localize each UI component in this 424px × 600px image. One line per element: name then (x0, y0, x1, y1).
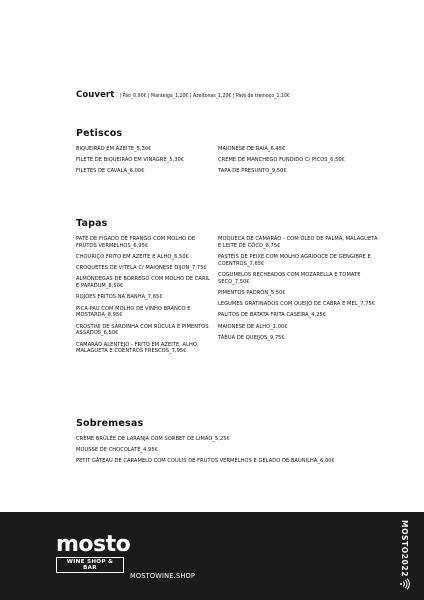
menu-item: MOQUECA DE CAMARÃO - COM ÓLEO DE PALMA, MALAGUETA E LEITE DE CÔCO_8,75€ (218, 236, 378, 249)
menu-item: PIMENTOS PADRÓN_5,50€ (218, 289, 286, 296)
menu-item: CHOURIÇO FRITO EM AZEITE E ALHO_6,50€ (76, 253, 189, 260)
logo-subtitle: WINE SHOP & BAR (56, 557, 124, 573)
mosto-logo (56, 532, 131, 573)
menu-item: CROQUETES DE VITELA C/ MAIONESE DIJON_7,75€ (76, 265, 207, 272)
menu-item: MAIONESE DE ALHO_1,00€ (218, 323, 288, 330)
nfc-icon (398, 578, 410, 590)
couvert-items: | Pão_0,90€ | Manteiga_1,20€ | Azeitonas_1,20€ | Paté de tremoço_1,10€ (119, 93, 290, 99)
petiscos-right-column (218, 146, 378, 180)
menu-item: MOUSSE DE CHOCOLATE_4,95€ (76, 447, 158, 454)
menu-item: FILETE DE BIQUEIRÃO EM VINAGRE_5,30€ (76, 157, 185, 164)
website-link[interactable]: MOSTOWINE.SHOP (130, 572, 196, 580)
sobremesas-title: Sobremesas (76, 418, 144, 429)
menu-item: PATÉ DE FÍGADO DE FRANGO COM MOLHO DE FRUTOS VERMELHOS_6,95€ (76, 236, 196, 249)
tapas-right-column (218, 236, 378, 346)
menu-item: PICA-PAU COM MOLHO DE VINHO BRANCO E MOSTARDA_8,95€ (76, 305, 191, 319)
couvert-title: Couvert (76, 90, 115, 100)
menu-item: COGUMELOS RECHEADOS COM MOZARELLA E TOMATE SECO_7,50€ (218, 271, 361, 285)
menu-item: CAMARÃO ALENTEJO - FRITO EM AZEITE, ALHO, MALAGUETA E COENTROS FRESCOS_7,95€ (76, 341, 199, 355)
menu-item: MAIONESE DE RAIA_6,45€ (218, 146, 286, 152)
petiscos-title: Petiscos (76, 128, 123, 139)
menu-item: LEGUMES GRATINADOS COM QUEIJO DE CABRA E MEL_7,75€ (218, 301, 376, 308)
menu-item: CREME DE MANCHEGO FUNDIDO C/ PICOS_6,50€ (218, 157, 346, 164)
menu-item: CROSTINI DE SARDINHA COM RÚCULA E PIMENTOS ASSADOS_6,50€ (76, 323, 209, 337)
couvert-line (76, 82, 396, 101)
menu-item: TAPA DE PRESUNTO_9,50€ (218, 168, 287, 175)
logo-wordmark: mosto (56, 532, 131, 557)
petiscos-left-column (76, 146, 216, 180)
menu-item: CRÈME BRÛLÉE DE LARANJA COM SORBET DE LIMÃO_5,25€ (76, 436, 230, 442)
menu-item: PALITOS DE BATATA FRITA CASEIRA_4,25€ (218, 312, 327, 319)
menu-item: ALMÔNDEGAS DE BORREGO COM MOLHO DE CARIL E PAPADUM_8,50€ (76, 276, 210, 290)
menu-item: ROJÕES FRITOS NA BANHA_7,65€ (76, 294, 163, 301)
menu-item: TÁBUA DE QUEIJOS_9,75€ (218, 334, 285, 341)
footer-code: MOSTO2022 (400, 520, 409, 578)
tapas-title: Tapas (76, 218, 108, 229)
tapas-left-column (76, 236, 214, 359)
menu-item: FILETES DE CAVALA_6,00€ (76, 168, 145, 175)
menu-item: PASTÉIS DE PEIXE COM MOLHO AGRIDOCE DE GENGIBRE E COENTROS_7,65€ (218, 253, 371, 267)
sobremesas-column (76, 436, 386, 470)
menu-item: PETIT GÂTEAU DE CARAMELO COM COULIS DE FRUTOS VERMELHOS E GELADO DE BAUNILHA_6,00€ (76, 458, 335, 465)
menu-item: BIQUEIRÃO EM AZEITE_5,30€ (76, 146, 152, 152)
